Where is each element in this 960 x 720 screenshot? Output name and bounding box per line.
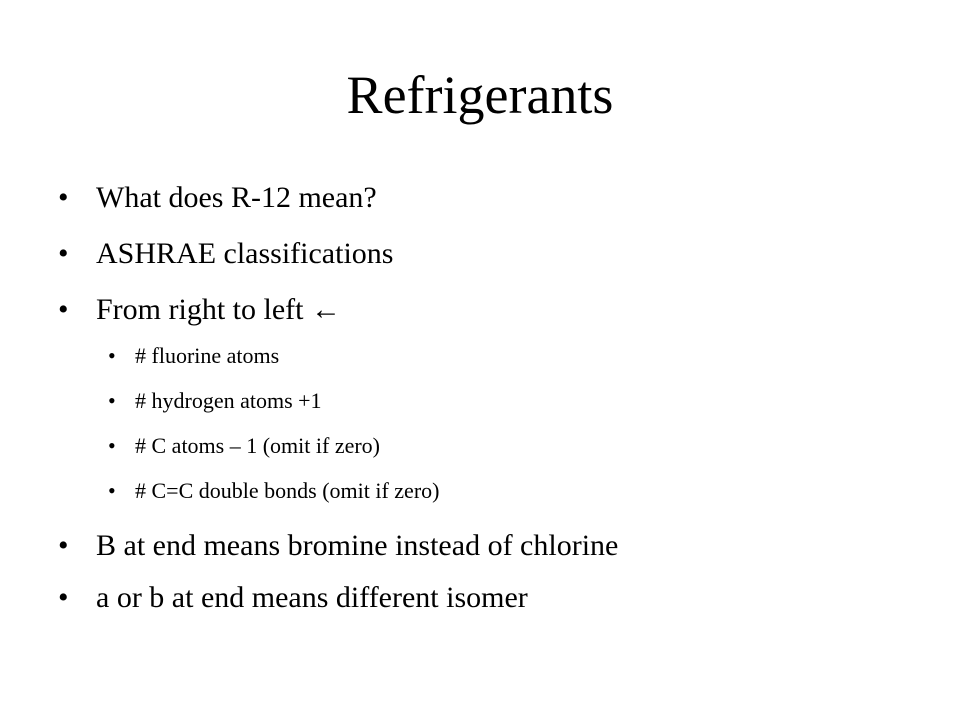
bullet-marker: • [58, 581, 69, 614]
bullet-text: B at end means bromine instead of chlorine [96, 529, 619, 562]
sub-bullet-marker: • [108, 343, 116, 368]
bullet-text: ASHRAE classifications [96, 237, 394, 270]
sub-bullet-text: # C atoms – 1 (omit if zero) [135, 433, 381, 458]
sub-bullet-marker: • [108, 433, 116, 458]
sub-bullet-marker: • [108, 478, 116, 503]
sub-bullet-marker: • [108, 388, 116, 413]
bullet-marker: • [58, 181, 69, 214]
bullet-text: What does R-12 mean? [96, 181, 377, 214]
bullet-marker: • [58, 237, 69, 270]
sub-bullet-text: # C=C double bonds (omit if zero) [135, 478, 440, 503]
bullet-text: a or b at end means different isomer [96, 581, 528, 614]
bullet-marker: • [58, 293, 69, 326]
sub-bullet-text: # hydrogen atoms +1 [135, 388, 322, 413]
slide-title: Refrigerants [346, 65, 614, 125]
bullet-text: From right to left ← [96, 293, 341, 326]
bullet-marker: • [58, 529, 69, 562]
sub-bullet-text: # fluorine atoms [135, 343, 280, 368]
